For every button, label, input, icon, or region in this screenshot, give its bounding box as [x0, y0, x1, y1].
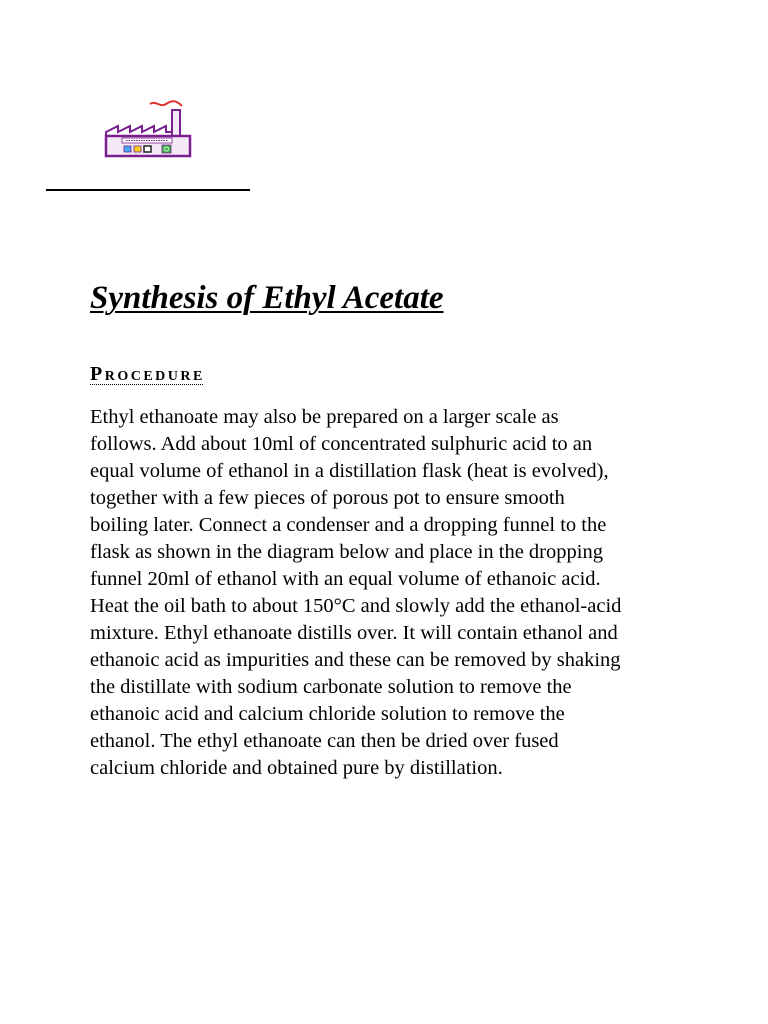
- paragraph-line: mixture. Ethyl ethanoate distills over. It will contain ethanol and: [90, 622, 618, 644]
- smoke-icon: [150, 101, 182, 106]
- procedure-paragraph: [90, 404, 690, 782]
- paragraph-line: together with a few pieces of porous pot to ensure smooth: [90, 487, 565, 509]
- section-heading-procedure: Procedure: [90, 363, 205, 385]
- paragraph-line: Ethyl ethanoate may also be prepared on a larger scale as: [90, 406, 559, 428]
- paragraph-line: ethanol. The ethyl ethanoate can then be dried over fused: [90, 730, 559, 752]
- header-divider: [46, 189, 250, 191]
- paragraph-line: ethanoic acid as impurities and these can be removed by shaking: [90, 649, 621, 671]
- paragraph-line: Heat the oil bath to about 150°C and slowly add the ethanol-acid: [90, 595, 622, 617]
- paragraph-line: equal volume of ethanol in a distillation flask (heat is evolved),: [90, 460, 609, 482]
- paragraph-line: calcium chloride and obtained pure by distillation.: [90, 757, 503, 779]
- paragraph-line: ethanoic acid and calcium chloride solution to remove the: [90, 703, 565, 725]
- factory-icon: [100, 100, 192, 160]
- paragraph-line: boiling later. Connect a condenser and a dropping funnel to the: [90, 514, 607, 536]
- paragraph-line: flask as shown in the diagram below and place in the dropping: [90, 541, 603, 563]
- paragraph-line: follows. Add about 10ml of concentrated sulphuric acid to an: [90, 433, 593, 455]
- paragraph-line: funnel 20ml of ethanol with an equal volume of ethanoic acid.: [90, 568, 601, 590]
- paragraph-line: the distillate with sodium carbonate solution to remove the: [90, 676, 572, 698]
- document-title: Synthesis of Ethyl Acetate: [90, 280, 444, 316]
